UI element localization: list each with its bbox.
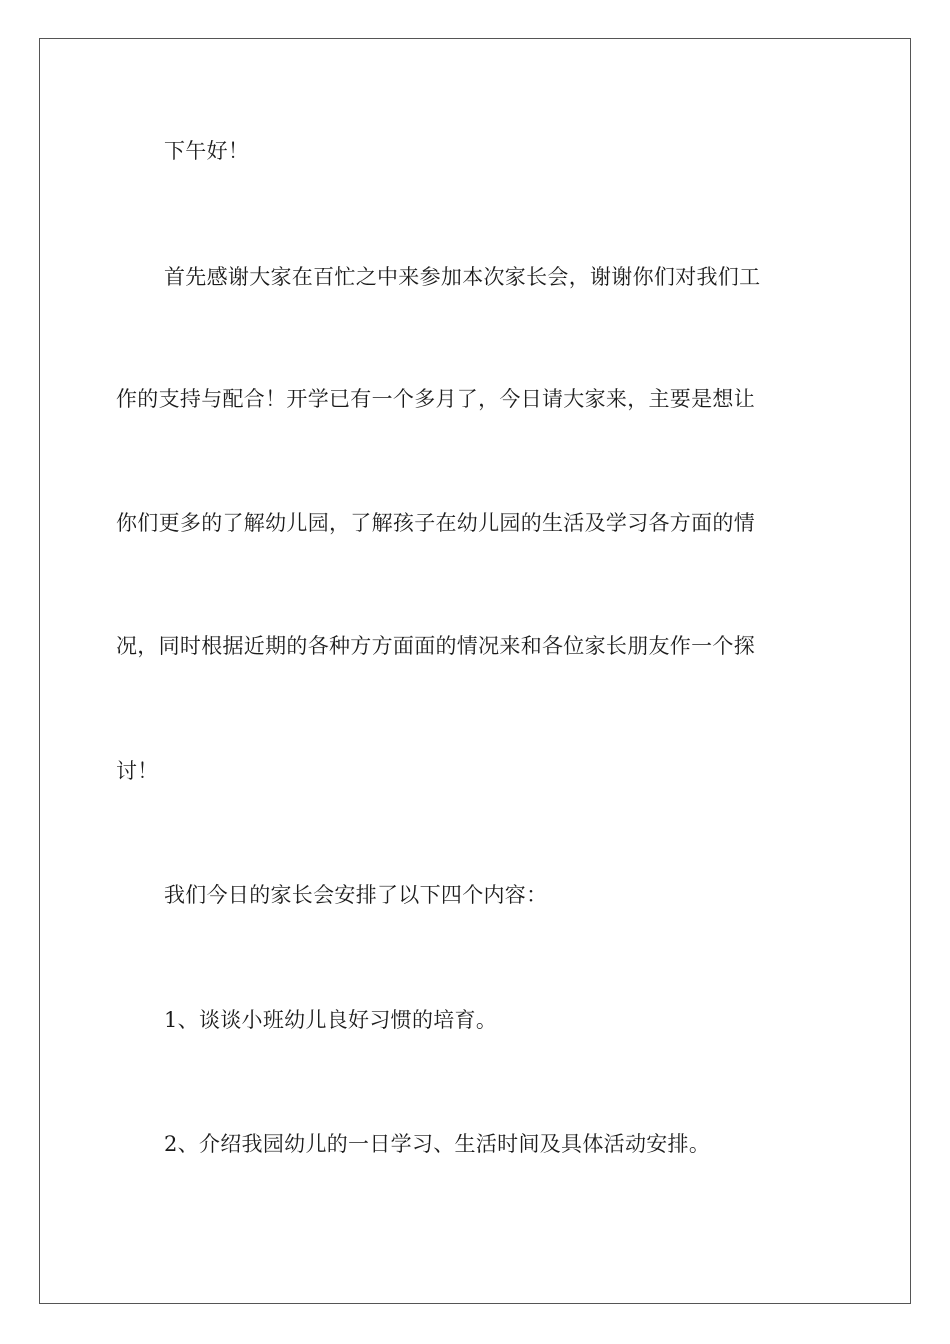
- greeting-line: 下午好！: [164, 139, 250, 163]
- list-item: 2、介绍我园幼儿的一日学习、生活时间及具体活动安排。: [164, 1132, 711, 1156]
- paragraph-line: 你们更多的了解幼儿园，了解孩子在幼儿园的生活及学习各方面的情: [116, 511, 755, 535]
- paragraph-line: 我们今日的家长会安排了以下四个内容：: [164, 883, 548, 907]
- paragraph-line: 首先感谢大家在百忙之中来参加本次家长会，谢谢你们对我们工: [164, 265, 761, 289]
- paragraph-line: 讨！: [116, 759, 159, 783]
- list-item: 1、谈谈小班幼儿良好习惯的培育。: [164, 1008, 498, 1032]
- paragraph-line: 况，同时根据近期的各种方方面面的情况来和各位家长朋友作一个探: [116, 634, 755, 658]
- paragraph-line: 作的支持与配合！开学已有一个多月了，今日请大家来，主要是想让: [116, 387, 755, 411]
- page-border: [39, 38, 911, 1304]
